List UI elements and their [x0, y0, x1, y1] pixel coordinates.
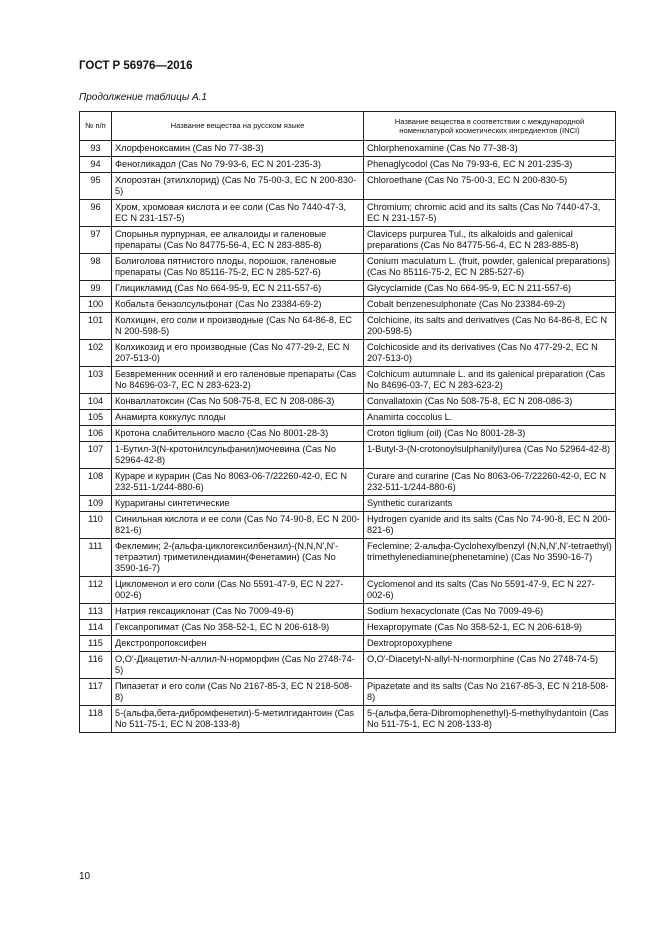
russian-name-cell: Колхикозид и его производные (Cas No 477-29-2, EC N 207-513-0)	[112, 340, 364, 367]
table-row	[80, 410, 616, 426]
table-row	[80, 281, 616, 297]
inci-name-cell: Convallatoxin (Cas No 508-75-8, EC N 208-086-3)	[364, 394, 616, 410]
inci-name-cell: 1-Butyl-3-(N-crotonoylsulphanilyl)urea (Cas No 52964-42-8)	[364, 442, 616, 469]
russian-name-cell: Декстропропоксифен	[112, 636, 364, 652]
row-number: 111	[80, 539, 112, 577]
table-row	[80, 469, 616, 496]
russian-name-cell: Безвременник осенний и его галеновые препараты (Cas No 84696-03-7, EC N 283-623-2)	[112, 367, 364, 394]
russian-name-cell: Феклемин; 2-(альфа-циклогексилбензил)-(N,N,N',N'-тетраэтил) триметилендиамин(Фенетамин) (Cas No 3590-16-7)	[112, 539, 364, 577]
row-number: 105	[80, 410, 112, 426]
inci-name-cell: Feclemine; 2-альфа-Cyclohexylbenzyl (N,N,N',N'-tetraethyl) trimethylenediamine(phenetamine) (Cas No 3590-16-7)	[364, 539, 616, 577]
table-header-row	[80, 112, 616, 141]
row-number: 108	[80, 469, 112, 496]
row-number: 110	[80, 512, 112, 539]
inci-name-cell: Colchicum autumnale L. and its galenical preparation (Cas No 84696-03-7, EC N 283-623-2)	[364, 367, 616, 394]
inci-name-cell: Sodium hexacyclonate (Cas No 7009-49-6)	[364, 604, 616, 620]
row-number: 97	[80, 227, 112, 254]
inci-name-cell: Colchicoside and its derivatives (Cas No 477-29-2, EC N 207-513-0)	[364, 340, 616, 367]
table-row	[80, 512, 616, 539]
russian-name-cell: Хром, хромовая кислота и ее соли (Cas No 7440-47-3, EC N 231-157-5)	[112, 200, 364, 227]
document-code: ГОСТ Р 56976—2016	[79, 60, 193, 72]
table-row	[80, 636, 616, 652]
row-number: 116	[80, 652, 112, 679]
table-row	[80, 173, 616, 200]
russian-name-cell: Гексапропимат (Cas No 358-52-1, EC N 206-618-9)	[112, 620, 364, 636]
table-row	[80, 679, 616, 706]
row-number: 100	[80, 297, 112, 313]
russian-name-cell: Хлороэтан (этилхлорид) (Cas No 75-00-3, EC N 200-830-5)	[112, 173, 364, 200]
inci-name-cell: Claviceps purpurea Tul., its alkaloids and galenical preparations (Cas No 84775-56-4, EC N 283-885-8)	[364, 227, 616, 254]
table-body	[80, 141, 616, 733]
row-number: 115	[80, 636, 112, 652]
table-row	[80, 604, 616, 620]
table-row	[80, 539, 616, 577]
page-number: 10	[79, 871, 91, 882]
russian-name-cell: Кротона слабительного масло (Cas No 8001-28-3)	[112, 426, 364, 442]
inci-name-cell: O,O'-Diacetyl-N-allyl-N-normorphine (Cas No 2748-74-5)	[364, 652, 616, 679]
inci-name-cell: Chloroethane (Cas No 75-00-3, EC N 200-830-5)	[364, 173, 616, 200]
inci-name-cell: Pipazetate and its salts (Cas No 2167-85-3, EC N 218-508-8)	[364, 679, 616, 706]
inci-name-cell: Curare and curarine (Cas No 8063-06-7/22260-42-0, EC N 232-511-1/244-880-6)	[364, 469, 616, 496]
inci-name-cell: Phenaglycodol (Cas No 79-93-6, EC N 201-235-3)	[364, 157, 616, 173]
row-number: 112	[80, 577, 112, 604]
table-row	[80, 496, 616, 512]
russian-name-cell: Цикломенол и его соли (Cas No 5591-47-9, EC N 227-002-6)	[112, 577, 364, 604]
russian-name-cell: О,О'-Диацетил-N-аллил-N-норморфин (Cas No 2748-74-5)	[112, 652, 364, 679]
russian-name-cell: Хлорфеноксамин (Cas No 77-38-3)	[112, 141, 364, 157]
table-row	[80, 141, 616, 157]
table-row	[80, 706, 616, 733]
inci-name-cell: Chlorphenoxamine (Cas No 77-38-3)	[364, 141, 616, 157]
row-number: 106	[80, 426, 112, 442]
russian-name-cell: Пипазетат и его соли (Cas No 2167-85-3, EC N 218-508-8)	[112, 679, 364, 706]
row-number: 107	[80, 442, 112, 469]
table-row	[80, 227, 616, 254]
russian-name-cell: Феногликадол (Cas No 79-93-6, EC N 201-235-3)	[112, 157, 364, 173]
russian-name-cell: Курариганы синтетические	[112, 496, 364, 512]
russian-name-cell: 5-(альфа,бета-дибромфенетил)-5-метилгидантоин (Cas No 511-75-1, EC N 208-133-8)	[112, 706, 364, 733]
table-row	[80, 652, 616, 679]
inci-name-cell: Anamirta coccolus L.	[364, 410, 616, 426]
inci-name-cell: Chromium; chromic acid and its salts (Cas No 7440-47-3, EC N 231-157-5)	[364, 200, 616, 227]
row-number: 93	[80, 141, 112, 157]
table-row	[80, 200, 616, 227]
row-number: 94	[80, 157, 112, 173]
russian-name-cell: Анамирта коккулус плоды	[112, 410, 364, 426]
row-number: 109	[80, 496, 112, 512]
table-row	[80, 367, 616, 394]
inci-name-cell: Conium maculatum L. (fruit, powder, galenical preparations) (Cas No 85116-75-2, EC N 285-527-6)	[364, 254, 616, 281]
table-caption: Продолжение таблицы А.1	[79, 92, 207, 103]
russian-name-cell: Кураре и курарин (Cas No 8063-06-7/22260-42-0, EC N 232-511-1/244-880-6)	[112, 469, 364, 496]
table-row	[80, 442, 616, 469]
row-number: 118	[80, 706, 112, 733]
table-row	[80, 426, 616, 442]
russian-name-cell: Глицикламид (Cas No 664-95-9, EC N 211-557-6)	[112, 281, 364, 297]
inci-name-cell: Hexapropymate (Cas No 358-52-1, EC N 206-618-9)	[364, 620, 616, 636]
row-number: 101	[80, 313, 112, 340]
russian-name-cell: Конваллатоксин (Cas No 508-75-8, EC N 208-086-3)	[112, 394, 364, 410]
row-number: 99	[80, 281, 112, 297]
inci-name-cell: Croton tiglium (oil) (Cas No 8001-28-3)	[364, 426, 616, 442]
substances-table	[79, 111, 616, 733]
row-number: 95	[80, 173, 112, 200]
row-number: 102	[80, 340, 112, 367]
inci-name-cell: Glycyclamide (Cas No 664-95-9, EC N 211-557-6)	[364, 281, 616, 297]
row-number: 104	[80, 394, 112, 410]
inci-name-cell: Cyclomenol and its salts (Cas No 5591-47-9, EC N 227-002-6)	[364, 577, 616, 604]
row-number: 96	[80, 200, 112, 227]
inci-name-cell: Colchicine, its salts and derivatives (Cas No 64-86-8, EC N 200-598-5)	[364, 313, 616, 340]
russian-name-cell: Натрия гексациклонат (Cas No 7009-49-6)	[112, 604, 364, 620]
table-row	[80, 254, 616, 281]
row-number: 103	[80, 367, 112, 394]
inci-name-cell: Cobalt benzenesulphonate (Cas No 23384-69-2)	[364, 297, 616, 313]
russian-name-cell: Болиголова пятнистого плоды, порошок, галеновые препараты (Cas No 85116-75-2, EC N 285-527-6)	[112, 254, 364, 281]
row-number: 117	[80, 679, 112, 706]
table-row	[80, 394, 616, 410]
column-header-inci-name: Название вещества в соответствии с международной номенклатурой косметических ингредиентов (INCI)	[364, 112, 616, 141]
column-header-russian-name: Название вещества на русском языке	[112, 112, 364, 141]
inci-name-cell: Synthetic curarizants	[364, 496, 616, 512]
russian-name-cell: Спорынья пурпурная, ее алкалоиды и галеновые препараты (Cas No 84775-56-4, EC N 283-885-8)	[112, 227, 364, 254]
table-row	[80, 577, 616, 604]
russian-name-cell: 1-Бутил-3(N-кротонилсульфанил)мочевина (Cas No 52964-42-8)	[112, 442, 364, 469]
column-header-number: № п/п	[80, 112, 112, 141]
russian-name-cell: Синильная кислота и ее соли (Cas No 74-90-8, EC N 200-821-6)	[112, 512, 364, 539]
inci-name-cell: Hydrogen cyanide and its salts (Cas No 74-90-8, EC N 200-821-6)	[364, 512, 616, 539]
table-row	[80, 313, 616, 340]
inci-name-cell: 5-(альфа,бета-Dibromophenethyl)-5-methylhydantoin (Cas No 511-75-1, EC N 208-133-8)	[364, 706, 616, 733]
row-number: 113	[80, 604, 112, 620]
table-row	[80, 340, 616, 367]
inci-name-cell: Dextropropoxyphene	[364, 636, 616, 652]
russian-name-cell: Кобальта бензолсульфонат (Cas No 23384-69-2)	[112, 297, 364, 313]
row-number: 114	[80, 620, 112, 636]
table-row	[80, 620, 616, 636]
russian-name-cell: Колхицин, его соли и производные (Cas No 64-86-8, EC N 200-598-5)	[112, 313, 364, 340]
row-number: 98	[80, 254, 112, 281]
table-row	[80, 157, 616, 173]
table-row	[80, 297, 616, 313]
